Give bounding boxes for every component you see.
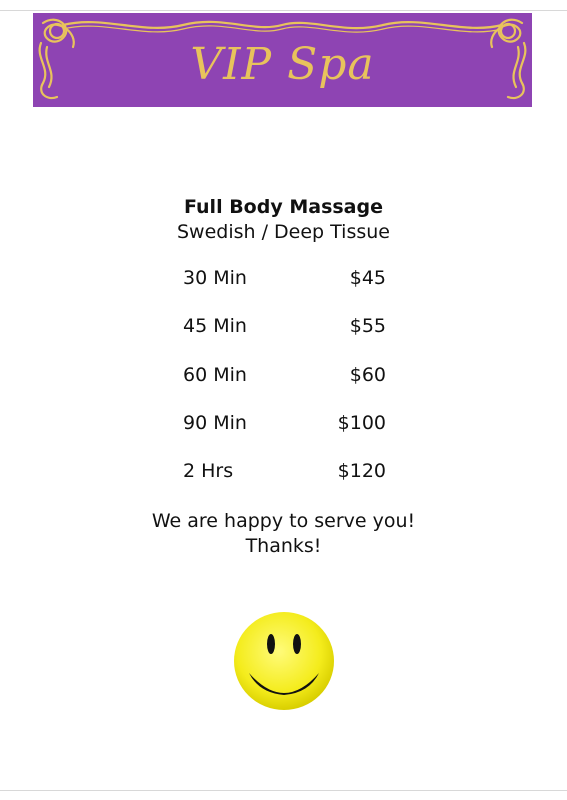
duration-label: 60 Min (183, 364, 247, 386)
duration-label: 90 Min (183, 412, 247, 434)
service-title: Full Body Massage (184, 196, 383, 218)
duration-label: 2 Hrs (183, 460, 234, 482)
banner-title: VIP Spa (190, 39, 375, 90)
smiley-face-icon (233, 611, 335, 711)
price-row (0, 267, 567, 291)
price-value: $45 (349, 267, 386, 289)
price-value: $60 (349, 364, 386, 386)
price-row (0, 364, 567, 388)
duration-label: 30 Min (183, 267, 247, 289)
closing-message: We are happy to serve you! (151, 510, 416, 532)
price-value: $100 (337, 412, 386, 434)
price-value: $55 (349, 315, 386, 337)
service-subtitle: Swedish / Deep Tissue (177, 221, 390, 243)
page-top-border (0, 10, 567, 11)
spa-banner (33, 13, 532, 107)
page-bottom-border (0, 790, 567, 791)
price-row (0, 315, 567, 339)
duration-label: 45 Min (183, 315, 247, 337)
price-value: $120 (337, 460, 386, 482)
closing-thanks: Thanks! (245, 535, 322, 557)
price-row (0, 412, 567, 436)
price-row (0, 460, 567, 484)
